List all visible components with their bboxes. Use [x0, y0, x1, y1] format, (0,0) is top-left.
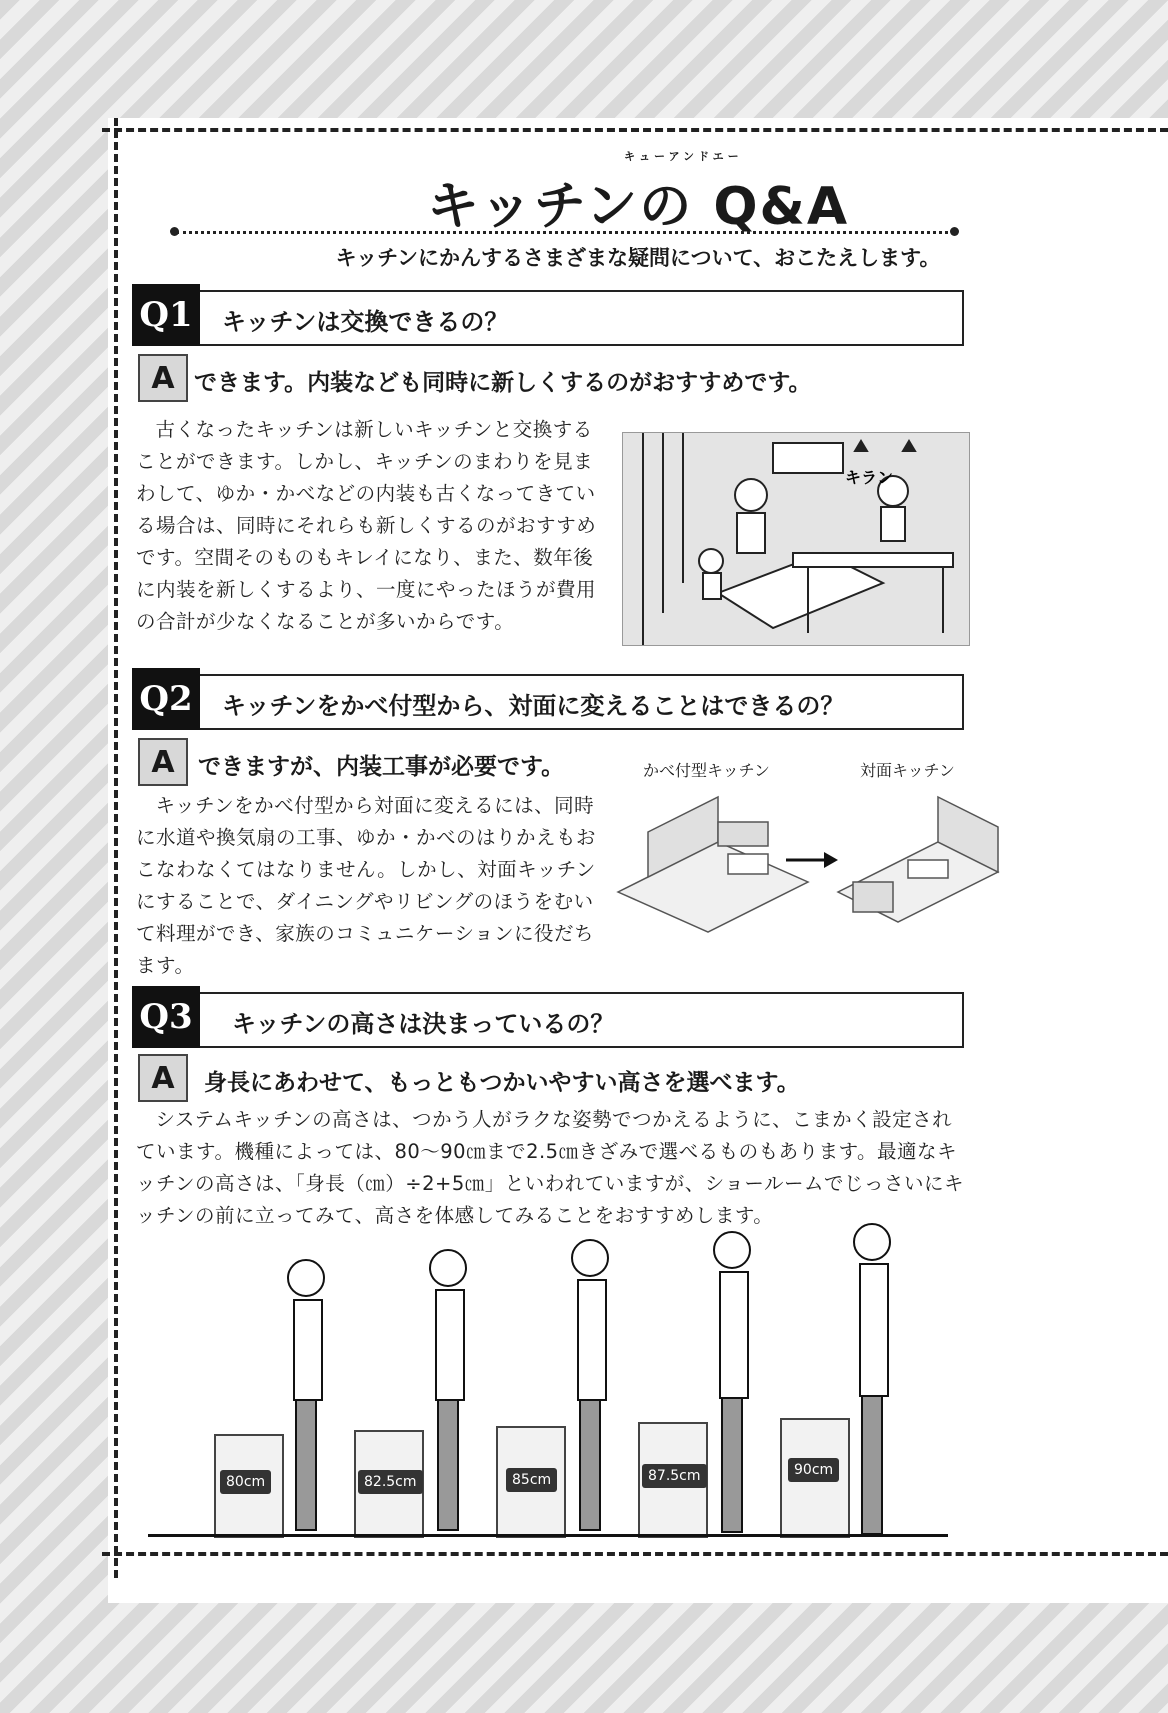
person-icon — [560, 1234, 630, 1534]
person-icon — [702, 1226, 772, 1536]
page-title: キッチンの Q&A キューアンドエー — [426, 150, 850, 237]
floor-line — [148, 1534, 948, 1537]
q1-question: キッチンは交換できるの？ — [222, 308, 509, 336]
a1-body: 古くなったキッチンは新しいキッチンと交換することができます。しかし、キッチンのまわりを見まわして、ゆか・かべなどの内装も古くなってきている場合は、同時にそれらも新しくするのがおすすめです。空間そのものもキレイになり、また、数年後に内装を新しくするより、一度にやったほうが費用の合計が少なくなることが多いからです。 — [136, 418, 597, 633]
height-label-85: 85cm — [506, 1468, 557, 1492]
a3-answer: 身長にあわせて、もっともつかいやすい高さを選べます。 — [204, 1070, 800, 1096]
a1-tag: A — [138, 354, 188, 402]
height-label-80: 80cm — [220, 1470, 271, 1494]
q3-question: キッチンの高さは決まっているの？ — [232, 1010, 615, 1038]
a2-tag: A — [138, 738, 188, 786]
page-subtitle: キッチンにかんするさまざまな疑問について、おこたえします。 — [335, 246, 941, 270]
frame-top — [102, 128, 1168, 132]
family-kitchen-icon — [623, 433, 969, 645]
q1-tag: Q1 — [132, 284, 200, 346]
height-label-90: 90cm — [788, 1458, 839, 1482]
title-rule — [176, 231, 954, 234]
person-icon — [418, 1244, 488, 1534]
frame-left — [114, 118, 118, 1578]
wall-kitchen-caption: かべ付型キッチン — [643, 761, 770, 780]
q1-kitchen-illustration — [622, 432, 970, 646]
arrow-head-icon — [824, 852, 838, 868]
a2-body: キッチンをかべ付型から対面に変えるには、同時に水道や換気扇の工事、ゆか・かべのはりかえもおこなわなくてはなりません。しかし、対面キッチンにすることで、ダイニングやリビングのほうをむいて料理ができ、家族のコミュニケーションに役だちます。 — [136, 794, 597, 977]
frame-bottom — [102, 1552, 1168, 1556]
a3-tag: A — [138, 1054, 188, 1102]
page-sheet — [108, 118, 1168, 1603]
title-rule-dot-left — [170, 227, 179, 236]
q2-question: キッチンをかべ付型から、対面に変えることはできるの？ — [222, 692, 845, 720]
person-icon — [276, 1254, 346, 1534]
title-ruby: キューアンドエー — [624, 150, 743, 163]
person-icon — [842, 1218, 912, 1538]
q3-tag: Q3 — [132, 986, 200, 1048]
q2-tag: Q2 — [132, 668, 200, 730]
sparkle-label: キラン — [845, 468, 894, 487]
a3-body: システムキッチンの高さは、つかう人がラクな姿勢でつかえるように、こまかく設定されています。機種によっては、80〜90㎝まで2.5㎝きざみで選べるものもあります。最適なキッチンの高さは、「身長（㎝）÷2+5㎝」といわれていますが、ショールームでじっさいにキッチンの前に立ってみて、高さを体感してみることをおすすめします。 — [136, 1108, 964, 1227]
kitchen-layout-diagram — [608, 782, 1008, 942]
height-label-87-5: 87.5cm — [642, 1464, 707, 1488]
a1-answer: できます。内装なども同時に新しくするのがおすすめです。 — [194, 370, 812, 396]
a2-answer: できますが、内装工事が必要です。 — [198, 754, 565, 780]
title-rule-dot-right — [950, 227, 959, 236]
height-label-82-5: 82.5cm — [358, 1470, 423, 1494]
island-kitchen-caption: 対面キッチン — [860, 761, 955, 780]
